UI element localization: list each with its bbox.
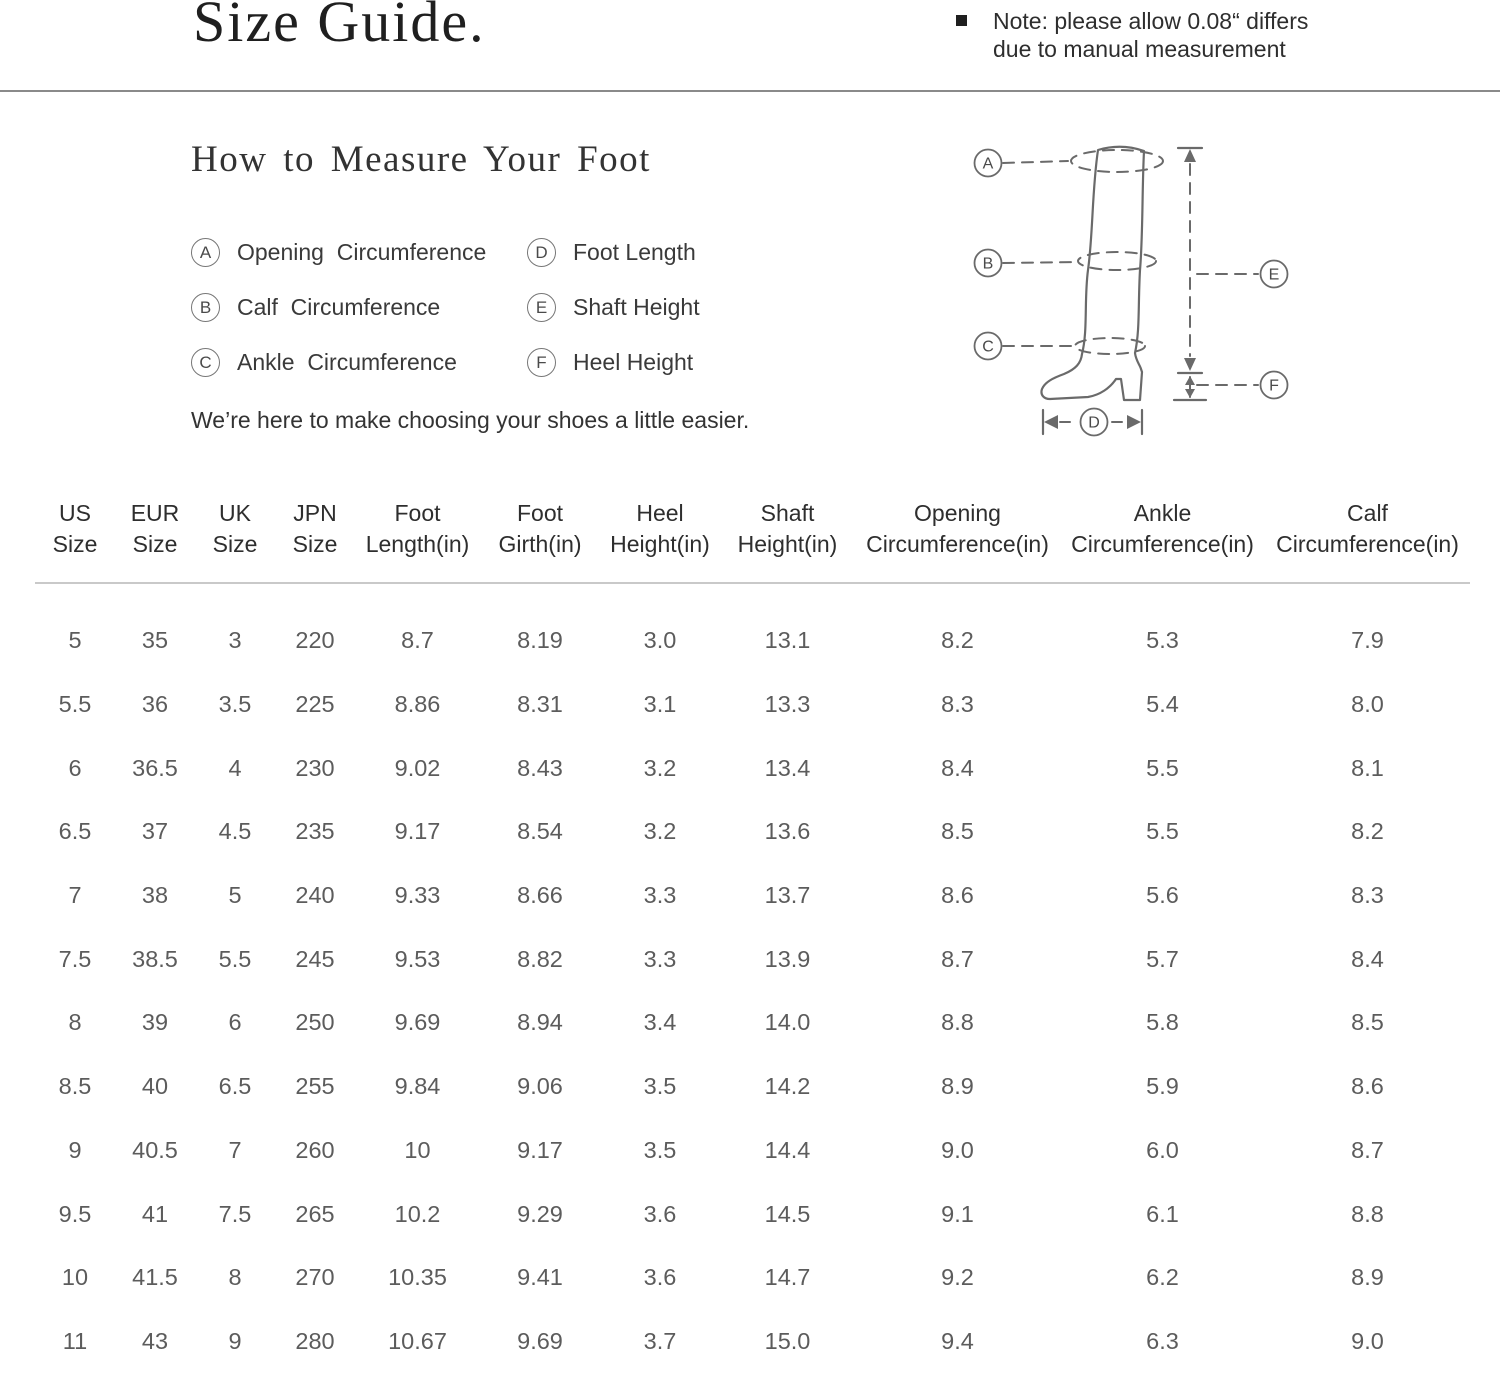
table-cell: 9.17: [517, 1136, 563, 1163]
table-cell: 9.69: [394, 1009, 441, 1036]
table-cell: 9.0: [1351, 1327, 1384, 1354]
column-header-line1: Foot: [516, 500, 564, 526]
table-cell: 8.43: [517, 754, 563, 781]
table-cell: 13.9: [764, 945, 811, 972]
table-cell: 4.5: [218, 818, 252, 845]
table-cell: 9.17: [394, 818, 441, 845]
column-header-line2: Circumference(in): [1071, 531, 1254, 557]
table-row: [35, 673, 1470, 737]
table-cell: 6.2: [1146, 1264, 1179, 1291]
table-cell: 9.0: [941, 1136, 974, 1163]
table-row: [35, 1055, 1470, 1119]
legend-item-d: [527, 238, 700, 267]
arrow-up-icon: [1184, 149, 1196, 162]
table-cell: 6.1: [1146, 1200, 1179, 1227]
letter-badge: E: [527, 293, 556, 322]
table-cell: 3.7: [643, 1327, 677, 1354]
letter-badge: F: [527, 348, 556, 377]
marker-e-letter: E: [1268, 266, 1280, 284]
table-cell: 8.9: [1351, 1264, 1384, 1291]
column-header-line2: Girth(in): [498, 531, 582, 557]
column-header: [195, 490, 275, 583]
table-cell: 9.84: [394, 1073, 441, 1100]
table-cell: 14.0: [764, 1009, 811, 1036]
table-cell: 5: [68, 627, 82, 654]
table-cell: 7.9: [1351, 627, 1384, 654]
table-cell: 35: [141, 627, 169, 654]
table-cell: 5.4: [1146, 691, 1179, 718]
table-cell: 230: [295, 754, 335, 781]
table-row: [35, 1310, 1470, 1373]
table-cell: 9.02: [394, 754, 441, 781]
table-cell: 3.2: [643, 754, 677, 781]
column-header-line1: EUR: [130, 500, 180, 526]
table-cell: 8.7: [941, 945, 974, 972]
legend-item-c: [191, 348, 527, 377]
leader-a: [1003, 161, 1068, 163]
marker-c-letter: C: [982, 338, 994, 356]
measurement-note: [956, 7, 1308, 63]
column-header: [355, 490, 480, 583]
table-cell: 5.3: [1146, 627, 1179, 654]
boot-measurement-diagram: [940, 120, 1340, 455]
table-row: [35, 800, 1470, 864]
column-header-line2: Height(in): [610, 531, 710, 557]
legend-label: Heel Height: [573, 349, 694, 375]
table-cell: 3.6: [643, 1264, 677, 1291]
table-cell: 8.6: [1351, 1073, 1384, 1100]
table-cell: 7: [68, 882, 82, 909]
column-header-line1: Opening: [914, 500, 1001, 526]
table-cell: 3.3: [643, 882, 677, 909]
legend-item-b: [191, 293, 527, 322]
tagline: We’re here to make choosing your shoes a little easier.: [191, 407, 750, 433]
table-cell: 8.2: [1351, 818, 1384, 845]
table-cell: 3.6: [643, 1200, 677, 1227]
table-cell: 5.5: [58, 691, 92, 718]
table-cell: 9.4: [941, 1327, 974, 1354]
header-divider: [0, 90, 1500, 92]
table-cell: 10.2: [394, 1200, 441, 1227]
table-cell: 220: [295, 627, 335, 654]
table-cell: 8.31: [517, 691, 563, 718]
table-cell: 8.94: [517, 1009, 563, 1036]
table-cell: 38.5: [132, 945, 178, 972]
table-cell: 8.5: [941, 818, 974, 845]
table-cell: 265: [295, 1200, 335, 1227]
table-cell: 5.7: [1146, 945, 1179, 972]
measure-legend: [191, 225, 700, 390]
column-header-line2: Size: [292, 531, 338, 557]
table-cell: 14.2: [764, 1073, 811, 1100]
table-cell: 5: [228, 882, 242, 909]
table-cell: 8.82: [517, 945, 563, 972]
table-cell: 39: [141, 1009, 169, 1036]
column-header-line1: UK: [219, 500, 251, 526]
table-cell: 250: [295, 1009, 335, 1036]
arrow-right-icon: [1127, 415, 1141, 429]
table-cell: 40.5: [132, 1136, 178, 1163]
table-row: [35, 1246, 1470, 1310]
table-cell: 8.3: [941, 691, 974, 718]
table-cell: 8.54: [517, 818, 563, 845]
table-cell: 8.8: [941, 1009, 974, 1036]
column-header-line2: Length(in): [365, 531, 470, 557]
table-cell: 40: [141, 1073, 169, 1100]
table-cell: 3: [228, 627, 242, 654]
table-cell: 10: [404, 1136, 431, 1163]
column-header-line2: Circumference(in): [1276, 531, 1459, 557]
legend-label: Opening Circumference: [237, 239, 487, 265]
table-cell: 36.5: [132, 754, 178, 781]
table-cell: 41: [141, 1200, 169, 1227]
legend-item-e: [527, 293, 700, 322]
table-cell: 6: [228, 1009, 242, 1036]
legend-label: Foot Length: [573, 239, 696, 265]
square-bullet-icon: [956, 15, 967, 26]
table-cell: 3.3: [643, 945, 677, 972]
legend-label: Calf Circumference: [237, 294, 441, 320]
table-cell: 8.19: [517, 627, 563, 654]
table-cell: 260: [295, 1136, 335, 1163]
table-cell: 5.6: [1146, 882, 1179, 909]
marker-d-letter: D: [1088, 414, 1100, 432]
table-row: [35, 991, 1470, 1055]
marker-f-letter: F: [1269, 377, 1279, 395]
legend-item-a: [191, 238, 527, 267]
table-cell: 8.66: [517, 882, 563, 909]
table-cell: 6.3: [1146, 1327, 1179, 1354]
table-cell: 5.9: [1146, 1073, 1179, 1100]
table-cell: 6.5: [58, 818, 92, 845]
size-table-body: [35, 583, 1470, 1373]
table-cell: 36: [141, 691, 169, 718]
table-cell: 8.5: [58, 1073, 92, 1100]
table-cell: 3.0: [643, 627, 677, 654]
table-header-row: [35, 490, 1470, 583]
table-cell: 8.86: [394, 691, 441, 718]
column-header: [1060, 490, 1265, 583]
table-cell: 9: [68, 1136, 82, 1163]
table-cell: 9.1: [941, 1200, 974, 1227]
table-cell: 38: [141, 882, 169, 909]
table-cell: 8.2: [941, 627, 974, 654]
legend-label: Shaft Height: [573, 294, 700, 320]
note-text: [993, 7, 1308, 63]
table-cell: 3.5: [643, 1073, 677, 1100]
table-row: [35, 864, 1470, 928]
table-cell: 5.5: [1146, 818, 1179, 845]
arrow-down-icon: [1184, 358, 1196, 371]
arrow-up-small-icon: [1185, 376, 1195, 385]
table-cell: 13.3: [764, 691, 811, 718]
table-cell: 3.5: [218, 691, 252, 718]
table-cell: 9.53: [394, 945, 441, 972]
table-cell: 4: [228, 754, 242, 781]
table-cell: 5.5: [1146, 754, 1179, 781]
table-cell: 41.5: [132, 1264, 178, 1291]
table-row: [35, 609, 1470, 673]
table-row: [35, 1119, 1470, 1183]
table-cell: 6.5: [218, 1073, 252, 1100]
boot-outline: [1041, 147, 1144, 400]
table-row: [35, 1182, 1470, 1246]
table-cell: 255: [295, 1073, 335, 1100]
table-cell: 9.69: [517, 1327, 563, 1354]
table-cell: 9.2: [941, 1264, 974, 1291]
column-header: [480, 490, 600, 583]
size-table: [35, 490, 1470, 1373]
table-cell: 6.0: [1146, 1136, 1179, 1163]
column-header: [720, 490, 855, 583]
table-cell: 8.9: [941, 1073, 974, 1100]
table-cell: 7.5: [218, 1200, 252, 1227]
table-cell: 3.1: [643, 691, 677, 718]
arrow-down-small-icon: [1185, 389, 1195, 398]
table-cell: 15.0: [764, 1327, 811, 1354]
letter-badge: B: [191, 293, 220, 322]
column-header-line2: Size: [212, 531, 258, 557]
column-header: [600, 490, 720, 583]
column-header: [275, 490, 355, 583]
column-header-line2: Height(in): [737, 531, 838, 557]
table-cell: 8.0: [1351, 691, 1384, 718]
column-header-line1: JPN: [293, 500, 337, 526]
table-cell: 6: [68, 754, 82, 781]
column-header-line1: US: [59, 500, 91, 526]
column-header-line2: Size: [132, 531, 178, 557]
column-header-line1: Shaft: [760, 500, 815, 526]
column-header-line1: Heel: [636, 500, 684, 526]
table-row: [35, 736, 1470, 800]
table-cell: 8.4: [941, 754, 974, 781]
letter-badge: D: [527, 238, 556, 267]
table-cell: 43: [141, 1327, 169, 1354]
table-cell: 8.1: [1351, 754, 1384, 781]
table-cell: 13.7: [764, 882, 811, 909]
table-cell: 8.7: [401, 627, 434, 654]
table-cell: 9.29: [517, 1200, 563, 1227]
note-line2: due to manual measurement: [993, 36, 1286, 62]
table-row: [35, 927, 1470, 991]
table-cell: 8: [228, 1264, 242, 1291]
column-header: [855, 490, 1060, 583]
table-cell: 7: [228, 1136, 242, 1163]
table-cell: 240: [295, 882, 335, 909]
table-cell: 3.5: [643, 1136, 677, 1163]
table-cell: 14.7: [764, 1264, 811, 1291]
letter-badge: A: [191, 238, 220, 267]
arrow-left-icon: [1044, 415, 1058, 429]
column-header: [1265, 490, 1470, 583]
table-cell: 3.4: [643, 1009, 677, 1036]
marker-b-letter: B: [982, 255, 994, 273]
column-header-line1: Foot: [394, 500, 441, 526]
table-cell: 11: [62, 1327, 88, 1354]
table-cell: 8.8: [1351, 1200, 1384, 1227]
table-cell: 9.33: [394, 882, 441, 909]
table-cell: 8: [68, 1009, 82, 1036]
table-cell: 9: [228, 1327, 242, 1354]
opening-circumference-ellipse: [1071, 150, 1163, 172]
column-header-line1: Calf: [1347, 500, 1388, 526]
table-cell: 8.6: [941, 882, 974, 909]
leader-b: [1003, 262, 1076, 263]
column-header: [115, 490, 195, 583]
legend-label: Ankle Circumference: [237, 349, 457, 375]
table-cell: 5.5: [218, 945, 252, 972]
table-cell: 13.6: [764, 818, 811, 845]
table-cell: 37: [141, 818, 169, 845]
table-cell: 9.41: [517, 1264, 563, 1291]
table-cell: 9.5: [58, 1200, 92, 1227]
table-cell: 14.4: [764, 1136, 811, 1163]
legend-item-f: [527, 348, 700, 377]
table-cell: 8.5: [1351, 1009, 1384, 1036]
table-cell: 3.2: [643, 818, 677, 845]
table-cell: 235: [295, 818, 335, 845]
table-cell: 7.5: [58, 945, 92, 972]
table-cell: 10: [61, 1264, 89, 1291]
table-cell: 270: [295, 1264, 335, 1291]
page-title: Size Guide.: [193, 0, 486, 54]
table-cell: 280: [295, 1327, 335, 1354]
table-cell: 13.4: [764, 754, 811, 781]
column-header-line2: Circumference(in): [866, 531, 1049, 557]
table-cell: 10.35: [388, 1264, 447, 1291]
marker-a-letter: A: [982, 155, 994, 173]
table-cell: 10.67: [388, 1327, 447, 1354]
table-cell: 225: [295, 691, 335, 718]
table-cell: 8.7: [1351, 1136, 1384, 1163]
table-cell: 9.06: [517, 1073, 563, 1100]
column-header-line2: Size: [52, 531, 98, 557]
table-cell: 5.8: [1146, 1009, 1179, 1036]
column-header: [35, 490, 115, 583]
column-header-line1: Ankle: [1133, 500, 1192, 526]
note-line1: Note: please allow 0.08“ differs: [993, 8, 1309, 34]
table-cell: 8.4: [1351, 945, 1384, 972]
letter-badge: C: [191, 348, 220, 377]
table-cell: 14.5: [764, 1200, 811, 1227]
table-cell: 8.3: [1351, 882, 1384, 909]
table-cell: 13.1: [764, 627, 811, 654]
section-heading: How to Measure Your Foot: [191, 139, 651, 180]
table-cell: 245: [295, 945, 335, 972]
